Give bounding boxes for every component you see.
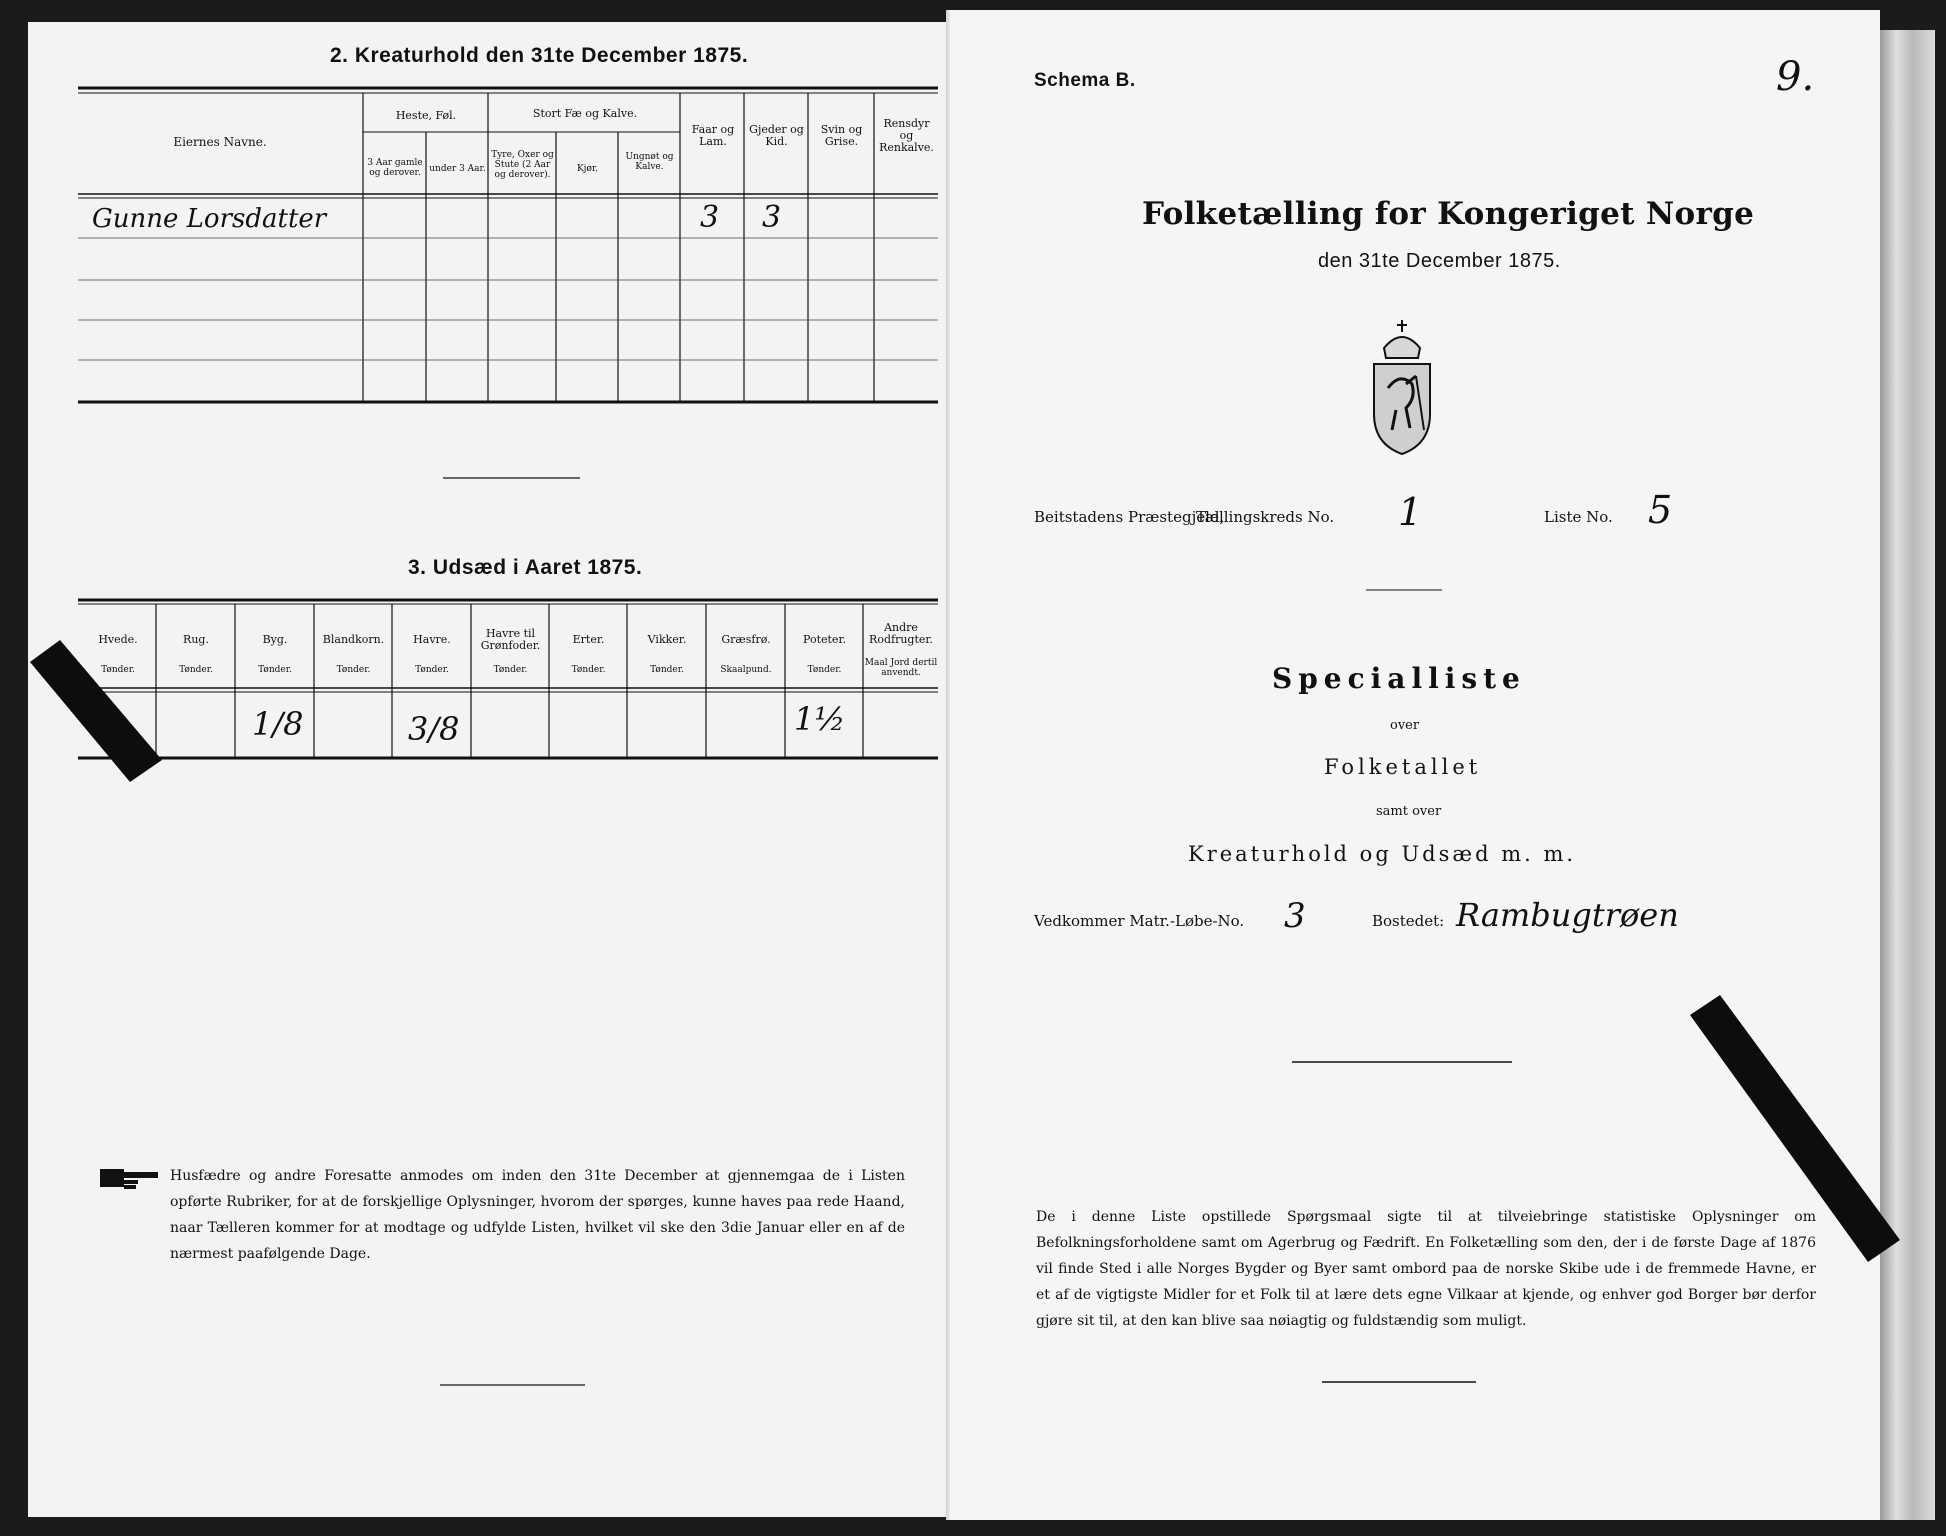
col-graesfro: Græsfrø. (721, 633, 771, 646)
col-reindeer: Rensdyr og Renkalve. (879, 117, 934, 154)
col-rug-unit: Tønder. (179, 665, 213, 675)
col-byg-unit: Tønder. (258, 665, 292, 675)
page-subtitle: den 31te December 1875. (1318, 250, 1561, 272)
col-horses-young: under 3 Aar. (429, 164, 486, 174)
info-paragraph: De i denne Liste opstillede Spørgsmaal sigte til at tilveiebringe statistiske Oplysninger om Befolkningsforholdene samt om Agerbrug og Fædrift. En Folketælling som den, der i de første Dage af 1876 vil finde Sted i alle Norges Bygder og Byer samt ombord paa de norske Skibe ude i de fremmede Havne, er et af de vigtigste Midler for et Folk til at lære dets egne Vilkaar at kjende, og enhver god Borger bør derfor gjøre sit til, at den kan blive saa nøiagtig og fuldstændig som muligt. (1036, 1209, 1816, 1329)
district-label: Tællingskreds No. (1196, 508, 1335, 526)
col-havre: Havre. (413, 633, 451, 646)
col-erter: Erter. (572, 633, 605, 646)
col-pigs: Svin og Grise. (820, 123, 863, 148)
col-owner-header: Eiernes Navne. (173, 135, 267, 149)
section2-heading: 2. Kreaturhold den 31te December 1875. (330, 44, 749, 67)
section3-heading: 3. Udsæd i Aaret 1875. (408, 556, 643, 579)
col-hvede: Hvede. (98, 633, 138, 646)
col-erter-unit: Tønder. (571, 665, 606, 675)
bosted-label: Bostedet: (1372, 912, 1445, 930)
col-havre-unit: Tønder. (415, 665, 449, 675)
col-hvede-unit: Tønder. (101, 665, 135, 675)
bosted-value: Rambugtrøen (1456, 896, 1679, 934)
pointing-hand-icon (100, 1169, 158, 1189)
matr-label: Vedkommer Matr.-Løbe-No. (1034, 912, 1245, 930)
col-andre-rodfrugter-unit: Maal Jord dertil anvendt. (864, 658, 938, 678)
page-number: 9. (1776, 54, 1815, 100)
page-title: Folketælling for Kongeriget Norge (1142, 196, 1755, 232)
col-byg: Byg. (262, 633, 288, 646)
coat-of-arms-icon (1366, 318, 1438, 458)
folketallet-text: Folketallet (1324, 755, 1482, 779)
district-number: 1 (1398, 490, 1423, 534)
col-vikker-unit: Tønder. (650, 665, 684, 675)
samt-over-text: samt over (1376, 804, 1442, 819)
kreaturhold-text: Kreaturhold og Udsæd m. m. (1188, 842, 1577, 866)
col-graesfro-unit: Skaalpund. (720, 665, 772, 675)
col-havre-gronfoder-unit: Tønder. (493, 665, 528, 675)
col-blandkorn: Blandkorn. (322, 633, 385, 646)
col-poteter: Poteter. (803, 633, 846, 646)
goats-cell: 3 (762, 200, 782, 235)
owner-name-cell: Gunne Lorsdatter (92, 204, 327, 234)
col-horses-group: Heste, Føl. (395, 109, 457, 122)
over-text-1: over (1390, 718, 1420, 733)
specialliste-heading: Specialliste (1272, 662, 1526, 695)
col-rug: Rug. (183, 633, 209, 646)
havre-value: 3/8 (408, 710, 460, 748)
list-number: 5 (1648, 488, 1673, 532)
list-label: Liste No. (1544, 508, 1613, 526)
col-bulls: Tyre, Oxer og Stute (2 Aar og derover). (491, 150, 554, 180)
parish-name: Beitstadens Præstegjeld, (1034, 508, 1225, 526)
col-sheep: Faar og Lam. (691, 123, 735, 148)
col-havre-gronfoder: Havre til Grønfoder. (480, 627, 541, 652)
byg-value: 1/8 (252, 705, 304, 743)
sheep-cell: 3 (700, 200, 720, 235)
col-vikker: Vikker. (647, 633, 687, 646)
col-andre-rodfrugter: Andre Rodfrugter. (869, 621, 933, 646)
col-blandkorn-unit: Tønder. (336, 665, 371, 675)
col-young-cattle: Ungnøt og Kalve. (625, 152, 674, 172)
notice-paragraph: Husfædre og andre Foresatte anmodes om inden den 31te December at gjennemgaa de i Listen opførte Rubriker, for at de forskjellige Oplysninger, hvorom der spørges, kunne haves paa rede Haand, naar Tælleren kommer for at modtage og udfylde Listen, hvilket vil ske den 3die Januar eller en af de nærmest paafølgende Dage. (170, 1168, 905, 1262)
matr-number: 3 (1284, 896, 1306, 936)
poteter-value: 1½ (794, 700, 846, 738)
col-cattle-group: Stort Fæ og Kalve. (532, 107, 638, 120)
schema-label: Schema B. (1034, 70, 1136, 91)
col-horses-old: 3 Aar gamle og derover. (367, 158, 423, 178)
col-cows: Kjør. (576, 164, 599, 174)
col-goats: Gjeder og Kid. (749, 123, 804, 148)
col-poteter-unit: Tønder. (807, 665, 842, 675)
